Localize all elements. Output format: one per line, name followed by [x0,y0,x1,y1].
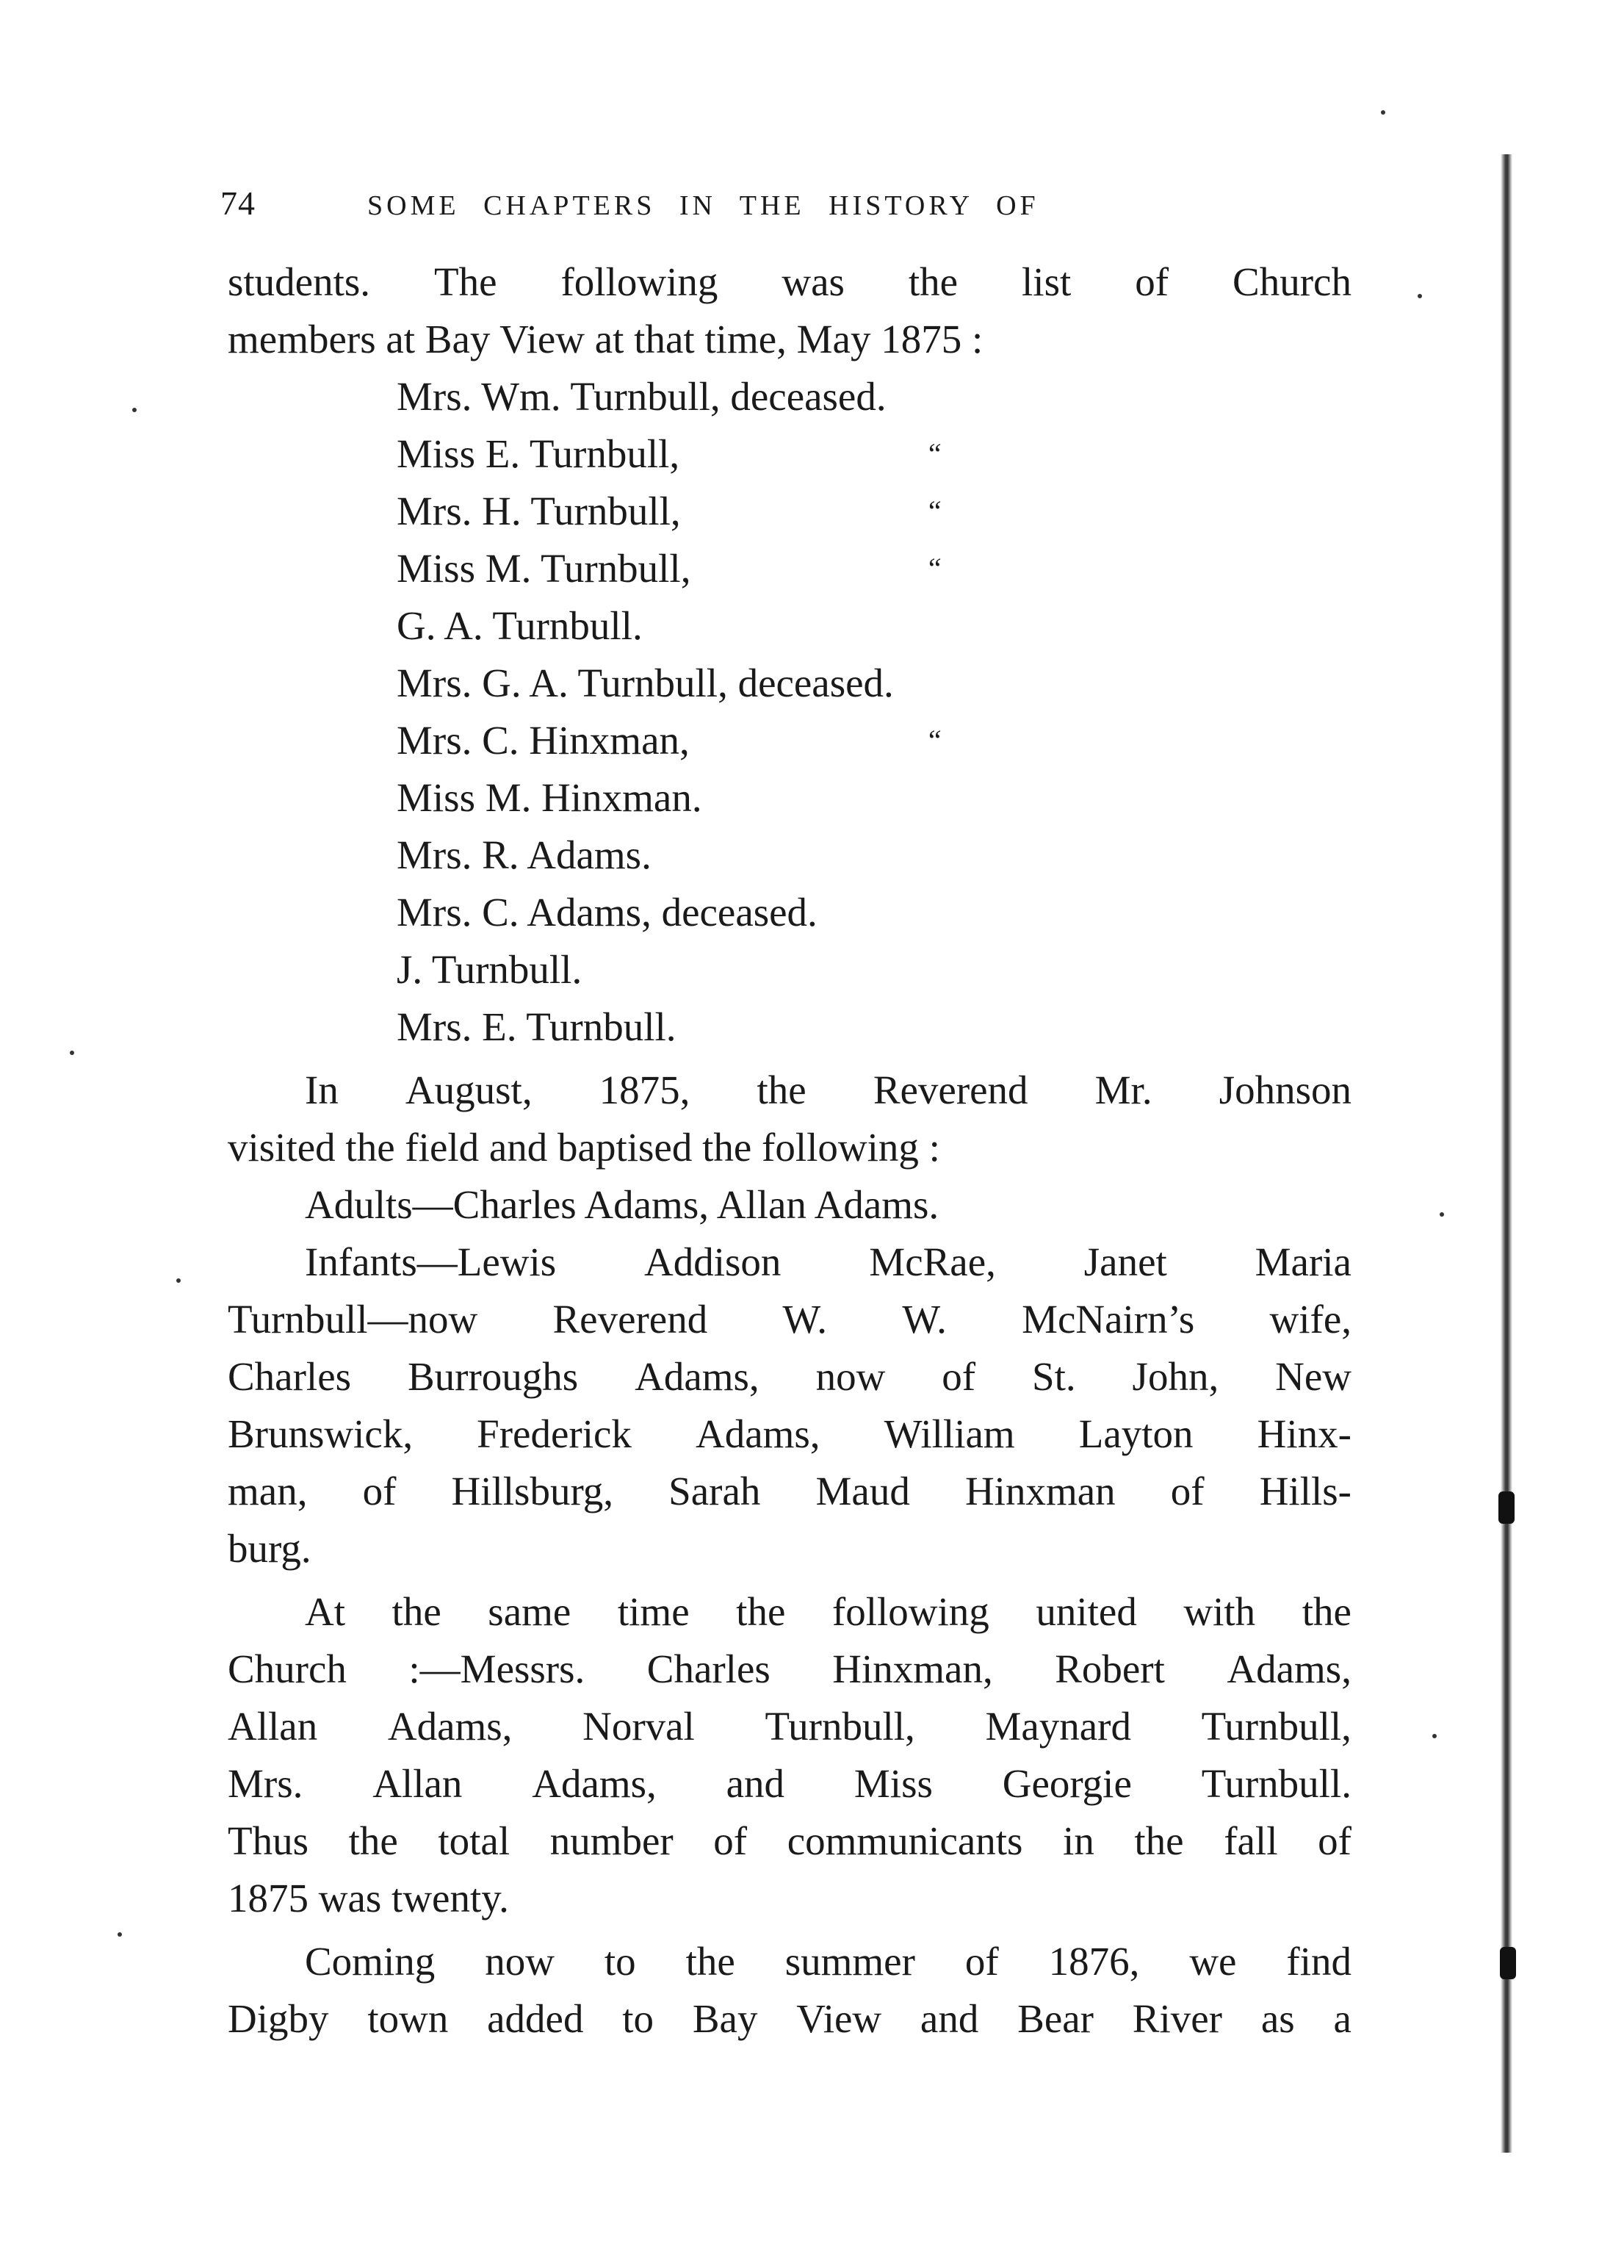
word: Coming [305,1939,436,1984]
word: Adams, [635,1354,759,1399]
word: list [1022,259,1072,304]
word: The [434,259,497,304]
word: William [884,1411,1015,1456]
word: Digby [228,1996,329,2041]
word: Adams, [387,1704,513,1749]
word: with [1183,1589,1256,1634]
word: Allan [372,1761,463,1806]
word: total [438,1818,510,1863]
text-line-august-2: visited the field and baptised the following : [228,1125,940,1170]
word: time [617,1589,690,1634]
member-list [228,368,1351,1056]
word: the [348,1818,398,1863]
word: to [604,1939,636,1984]
word: Church [228,1646,347,1691]
word: a [1333,1996,1351,2041]
member-name: Mrs. H. Turnbull, [397,489,681,533]
word: find [1286,1939,1351,1984]
word: Infants—Lewis [305,1239,557,1284]
word: of [1318,1818,1351,1863]
word: number [549,1818,674,1863]
word: New [1275,1354,1351,1399]
page-header [220,184,1366,235]
word: Charles [228,1354,352,1399]
word: Hillsburg, [451,1469,614,1513]
word: fall [1224,1818,1278,1863]
text-line-infants-5 [228,1463,1351,1520]
member-list-item [397,540,1351,597]
text-line-adults: Adults—Charles Adams, Allan Adams. [305,1182,939,1227]
word: Frederick [477,1411,632,1456]
word: of [1135,259,1169,304]
ditto-mark: “ [925,552,942,585]
word: the [736,1589,786,1634]
word: August, [405,1068,533,1112]
binding-mark [1498,1491,1515,1524]
scan-speck [70,1051,74,1055]
member-list-item [397,655,1351,712]
word: was [782,259,845,304]
word: and [920,1996,979,2041]
word: McNairn’s [1022,1297,1195,1342]
word: W. [902,1297,947,1342]
word: following [831,1589,989,1634]
word: River [1132,1996,1222,2041]
word: the [908,259,959,304]
word: Church [1233,259,1351,304]
paragraph-gap [228,1056,1351,1062]
member-name: Mrs. Wm. Turnbull, deceased. [397,374,887,419]
text-line-august-1 [228,1062,1351,1119]
member-list-item [397,827,1351,884]
text-line-infants-1 [228,1234,1351,1291]
word: Hills- [1259,1469,1351,1513]
word: Turnbull. [1201,1761,1351,1806]
text-line-united-4 [228,1755,1351,1812]
word: following [560,259,718,304]
word: of [362,1469,397,1513]
text-line-coming-1 [228,1933,1351,1990]
word: Janet [1083,1239,1167,1284]
word: in [1063,1818,1094,1863]
word: Mr. [1094,1068,1152,1112]
word: Layton [1078,1411,1194,1456]
scan-speck [1440,1212,1444,1217]
ditto-mark: “ [925,724,942,757]
word: At [305,1589,345,1634]
word: Sarah [668,1469,761,1513]
word: Mrs. [228,1761,303,1806]
scan-speck [176,1278,181,1283]
member-name: G. A. Turnbull. [397,603,643,648]
word: Robert [1055,1646,1165,1691]
word: Hinxman, [832,1646,993,1691]
text-line-united-2 [228,1641,1351,1698]
word: of [942,1354,976,1399]
word: Charles [646,1646,771,1691]
text-line-infants-3 [228,1348,1351,1405]
word: the [1302,1589,1351,1634]
word: students. [228,259,371,304]
member-name: J. Turnbull. [397,947,582,992]
text-line-united-5 [228,1812,1351,1870]
scan-speck [1381,110,1385,115]
word: Maud [815,1469,910,1513]
word: the [757,1068,806,1112]
word: Turnbull, [1201,1704,1351,1749]
text-line-intro-2: members at Bay View at that time, May 1875 : [228,317,984,361]
word: View [796,1996,882,2041]
binding-mark [1500,1947,1516,1979]
word: Allan [228,1704,318,1749]
text-line-infants-6: burg. [228,1526,311,1571]
word: Adams, [695,1411,820,1456]
member-name: Miss E. Turnbull, [397,431,680,476]
word: Brunswick, [228,1411,414,1456]
running-head: SOME CHAPTERS IN THE HISTORY OF [367,190,1039,221]
word: Maria [1255,1239,1351,1284]
word: now [815,1354,886,1399]
word: Burroughs [407,1354,579,1399]
word: Hinxman [964,1469,1116,1513]
word: Adams, [532,1761,657,1806]
member-list-item [397,597,1351,655]
word: John, [1132,1354,1219,1399]
word: :—Messrs. [408,1646,585,1691]
word: and [726,1761,785,1806]
member-name: Mrs. G. A. Turnbull, deceased. [397,660,894,705]
member-name: Miss M. Turnbull, [397,546,691,591]
word: of [1170,1469,1205,1513]
word: Miss [853,1761,933,1806]
text-line-united-6: 1875 was twenty. [228,1876,509,1920]
word: Thus [228,1818,308,1863]
member-name: Mrs. C. Adams, deceased. [397,890,818,935]
word: of [713,1818,748,1863]
word: Adams, [1227,1646,1351,1691]
word: St. [1032,1354,1076,1399]
page-number: 74 [220,184,256,222]
body-text [228,253,1351,2048]
word: communicants [787,1818,1023,1863]
text-line-intro-1 [228,253,1351,311]
word: now [485,1939,555,1984]
text-line-infants-4 [228,1405,1351,1463]
word: Bear [1017,1996,1094,2041]
member-list-item [397,941,1351,998]
word: 1875, [599,1068,690,1112]
text-line-infants-2 [228,1291,1351,1348]
word: the [391,1589,441,1634]
word: Maynard [985,1704,1131,1749]
member-list-item [397,998,1351,1056]
word: the [1134,1818,1184,1863]
scan-speck [132,408,137,412]
word: Reverend [552,1297,708,1342]
ditto-mark: “ [925,494,942,528]
member-list-item [397,712,1351,769]
paragraph-gap [228,1927,1351,1933]
word: Turnbull, [765,1704,915,1749]
word: 1876, [1048,1939,1140,1984]
text-line-united-3 [228,1698,1351,1755]
scan-speck [1418,294,1422,298]
member-name: Mrs. E. Turnbull. [397,1004,676,1049]
word: man, [228,1469,308,1513]
member-list-item [397,483,1351,540]
word: wife, [1269,1297,1351,1342]
text-line-coming-2 [228,1990,1351,2048]
binding-edge-shadow [1501,154,1512,2153]
word: In [305,1068,339,1112]
ditto-mark: “ [925,437,942,470]
word: added [487,1996,584,2041]
word: Johnson [1219,1068,1351,1112]
text-line-united-1 [228,1583,1351,1641]
scan-speck [118,1932,122,1937]
word: Bay [692,1996,758,2041]
word: of [964,1939,999,1984]
word: united [1036,1589,1137,1634]
member-list-item [397,368,1351,425]
word: Hinx- [1257,1411,1351,1456]
member-name: Mrs. C. Hinxman, [397,718,690,763]
word: summer [784,1939,915,1984]
member-list-item [397,769,1351,827]
word: McRae, [869,1239,996,1284]
word: Addison [644,1239,782,1284]
word: town [367,1996,449,2041]
word: Georgie [1002,1761,1132,1806]
word: the [685,1939,735,1984]
paragraph-gap [228,1577,1351,1583]
word: same [488,1589,571,1634]
word: as [1260,1996,1295,2041]
member-list-item [397,425,1351,483]
word: Reverend [873,1068,1028,1112]
word: W. [782,1297,828,1342]
scan-speck [1432,1734,1437,1738]
word: to [622,1996,654,2041]
member-name: Miss M. Hinxman. [397,775,702,820]
word: Turnbull—now [228,1297,478,1342]
word: we [1189,1939,1237,1984]
member-name: Mrs. R. Adams. [397,832,652,877]
member-list-item [397,884,1351,941]
word: Norval [582,1704,695,1749]
